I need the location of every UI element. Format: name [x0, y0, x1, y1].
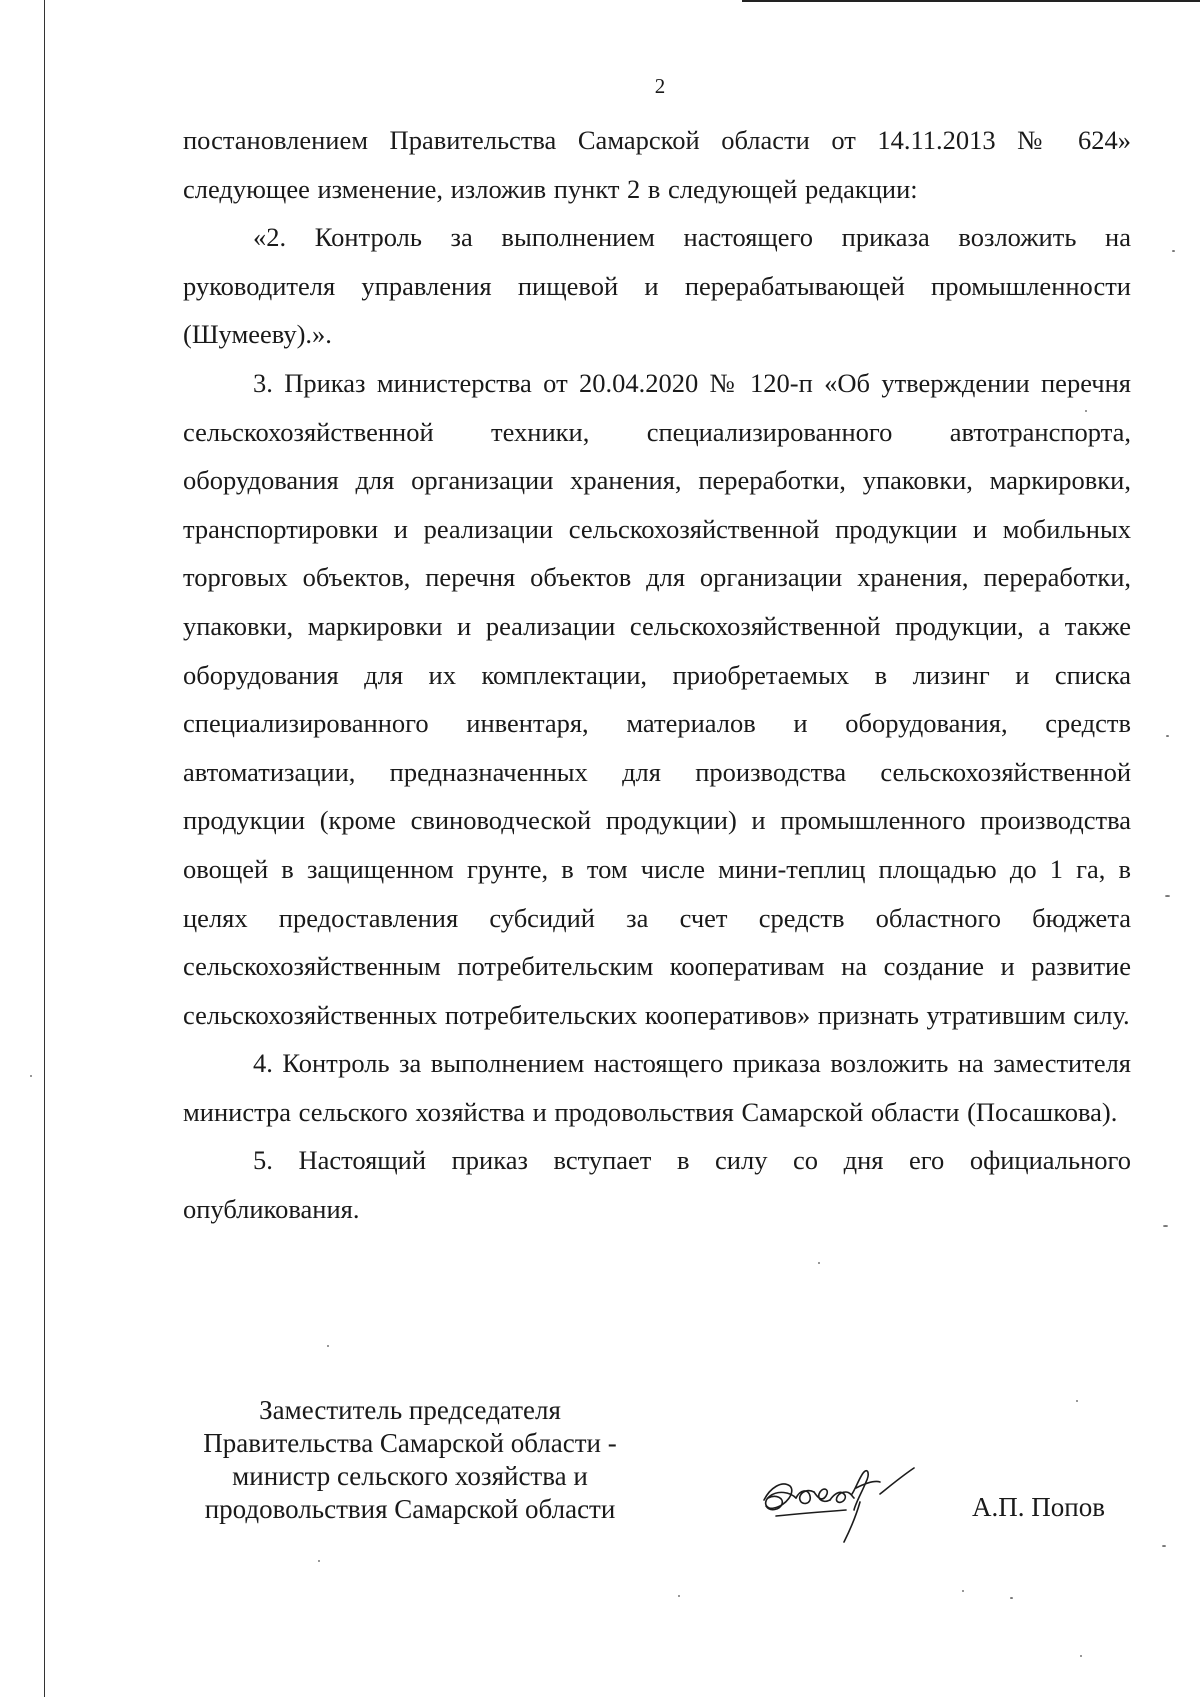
scan-speck — [818, 1262, 820, 1264]
signatory-position — [160, 1394, 660, 1526]
left-border-line — [44, 0, 45, 1697]
scan-speck — [1076, 1400, 1078, 1402]
scan-speck — [962, 1590, 964, 1592]
document-body — [183, 116, 1131, 1234]
position-line: министр сельского хозяйства и — [232, 1461, 588, 1491]
page-number: 2 — [654, 74, 666, 98]
top-border-line — [742, 0, 1200, 2]
scan-speck — [30, 1075, 32, 1077]
handwritten-signature — [756, 1458, 936, 1548]
paragraph-continuation: постановлением Правительства Самарской области от 14.11.2013 № 624» следующее изменение, изложив пункт 2 в следующей редакции: — [183, 125, 1131, 204]
scan-speck — [1162, 1545, 1166, 1547]
scan-speck — [1080, 1655, 1082, 1657]
scan-speck — [1166, 735, 1169, 737]
position-line: Заместитель председателя — [259, 1395, 561, 1425]
scan-speck — [1172, 250, 1175, 252]
paragraph-item-4: 4. Контроль за выполнением настоящего приказа возложить на заместителя министра сельского хозяйства и продовольствия Самарской области (Посашкова). — [183, 1048, 1131, 1127]
scan-speck — [678, 1595, 680, 1597]
signer-name: А.П. Попов — [972, 1492, 1105, 1522]
paragraph-item-5: 5. Настоящий приказ вступает в силу со дня его официального опубликования. — [183, 1145, 1131, 1225]
scan-speck — [318, 1560, 320, 1562]
position-line: Правительства Самарской области - — [203, 1428, 617, 1458]
scan-speck — [1165, 895, 1170, 897]
scan-speck — [327, 1345, 329, 1347]
scan-speck — [1163, 1225, 1168, 1227]
position-line: продовольствия Самарской области — [204, 1494, 616, 1524]
scan-speck — [1085, 410, 1087, 412]
scan-speck — [1010, 1597, 1013, 1599]
paragraph-item-3: 3. Приказ министерства от 20.04.2020 № 120-п «Об утверждении перечня сельскохозяйственной техники, специализированного автотранспорта, оборудования для организации хранения, переработки, упаковки, маркировки, транспортировки и реализации сельскохозяйственной продукции и мобильных торговых объектов, перечня объектов для организации хранения, переработки, упаковки, маркировки и реализации сельскохозяйственной продукции, а также оборудования для их комплектации, приобретаемых в лизинг и списка специализированного инвентаря, материалов и оборудования, средств автоматизации, предназначенных для производства сельскохозяйственной продукции (кроме свиноводческой продукции) и промышленного производства овощей в защищенном грунте, в том числе мини-теплиц площадью до 1 га, в целях предоставления субсидий за счет средств областного бюджета сельскохозяйственным потребительским кооперативам на создание и развитие сельскохозяйственных потребительских кооперативов» признать утратившим силу. — [183, 367, 1131, 1030]
paragraph-quoted-item-2: «2. Контроль за выполнением настоящего приказа возложить на руководителя управления пищевой и перерабатывающей промышленности (Шумееву).». — [183, 222, 1131, 350]
